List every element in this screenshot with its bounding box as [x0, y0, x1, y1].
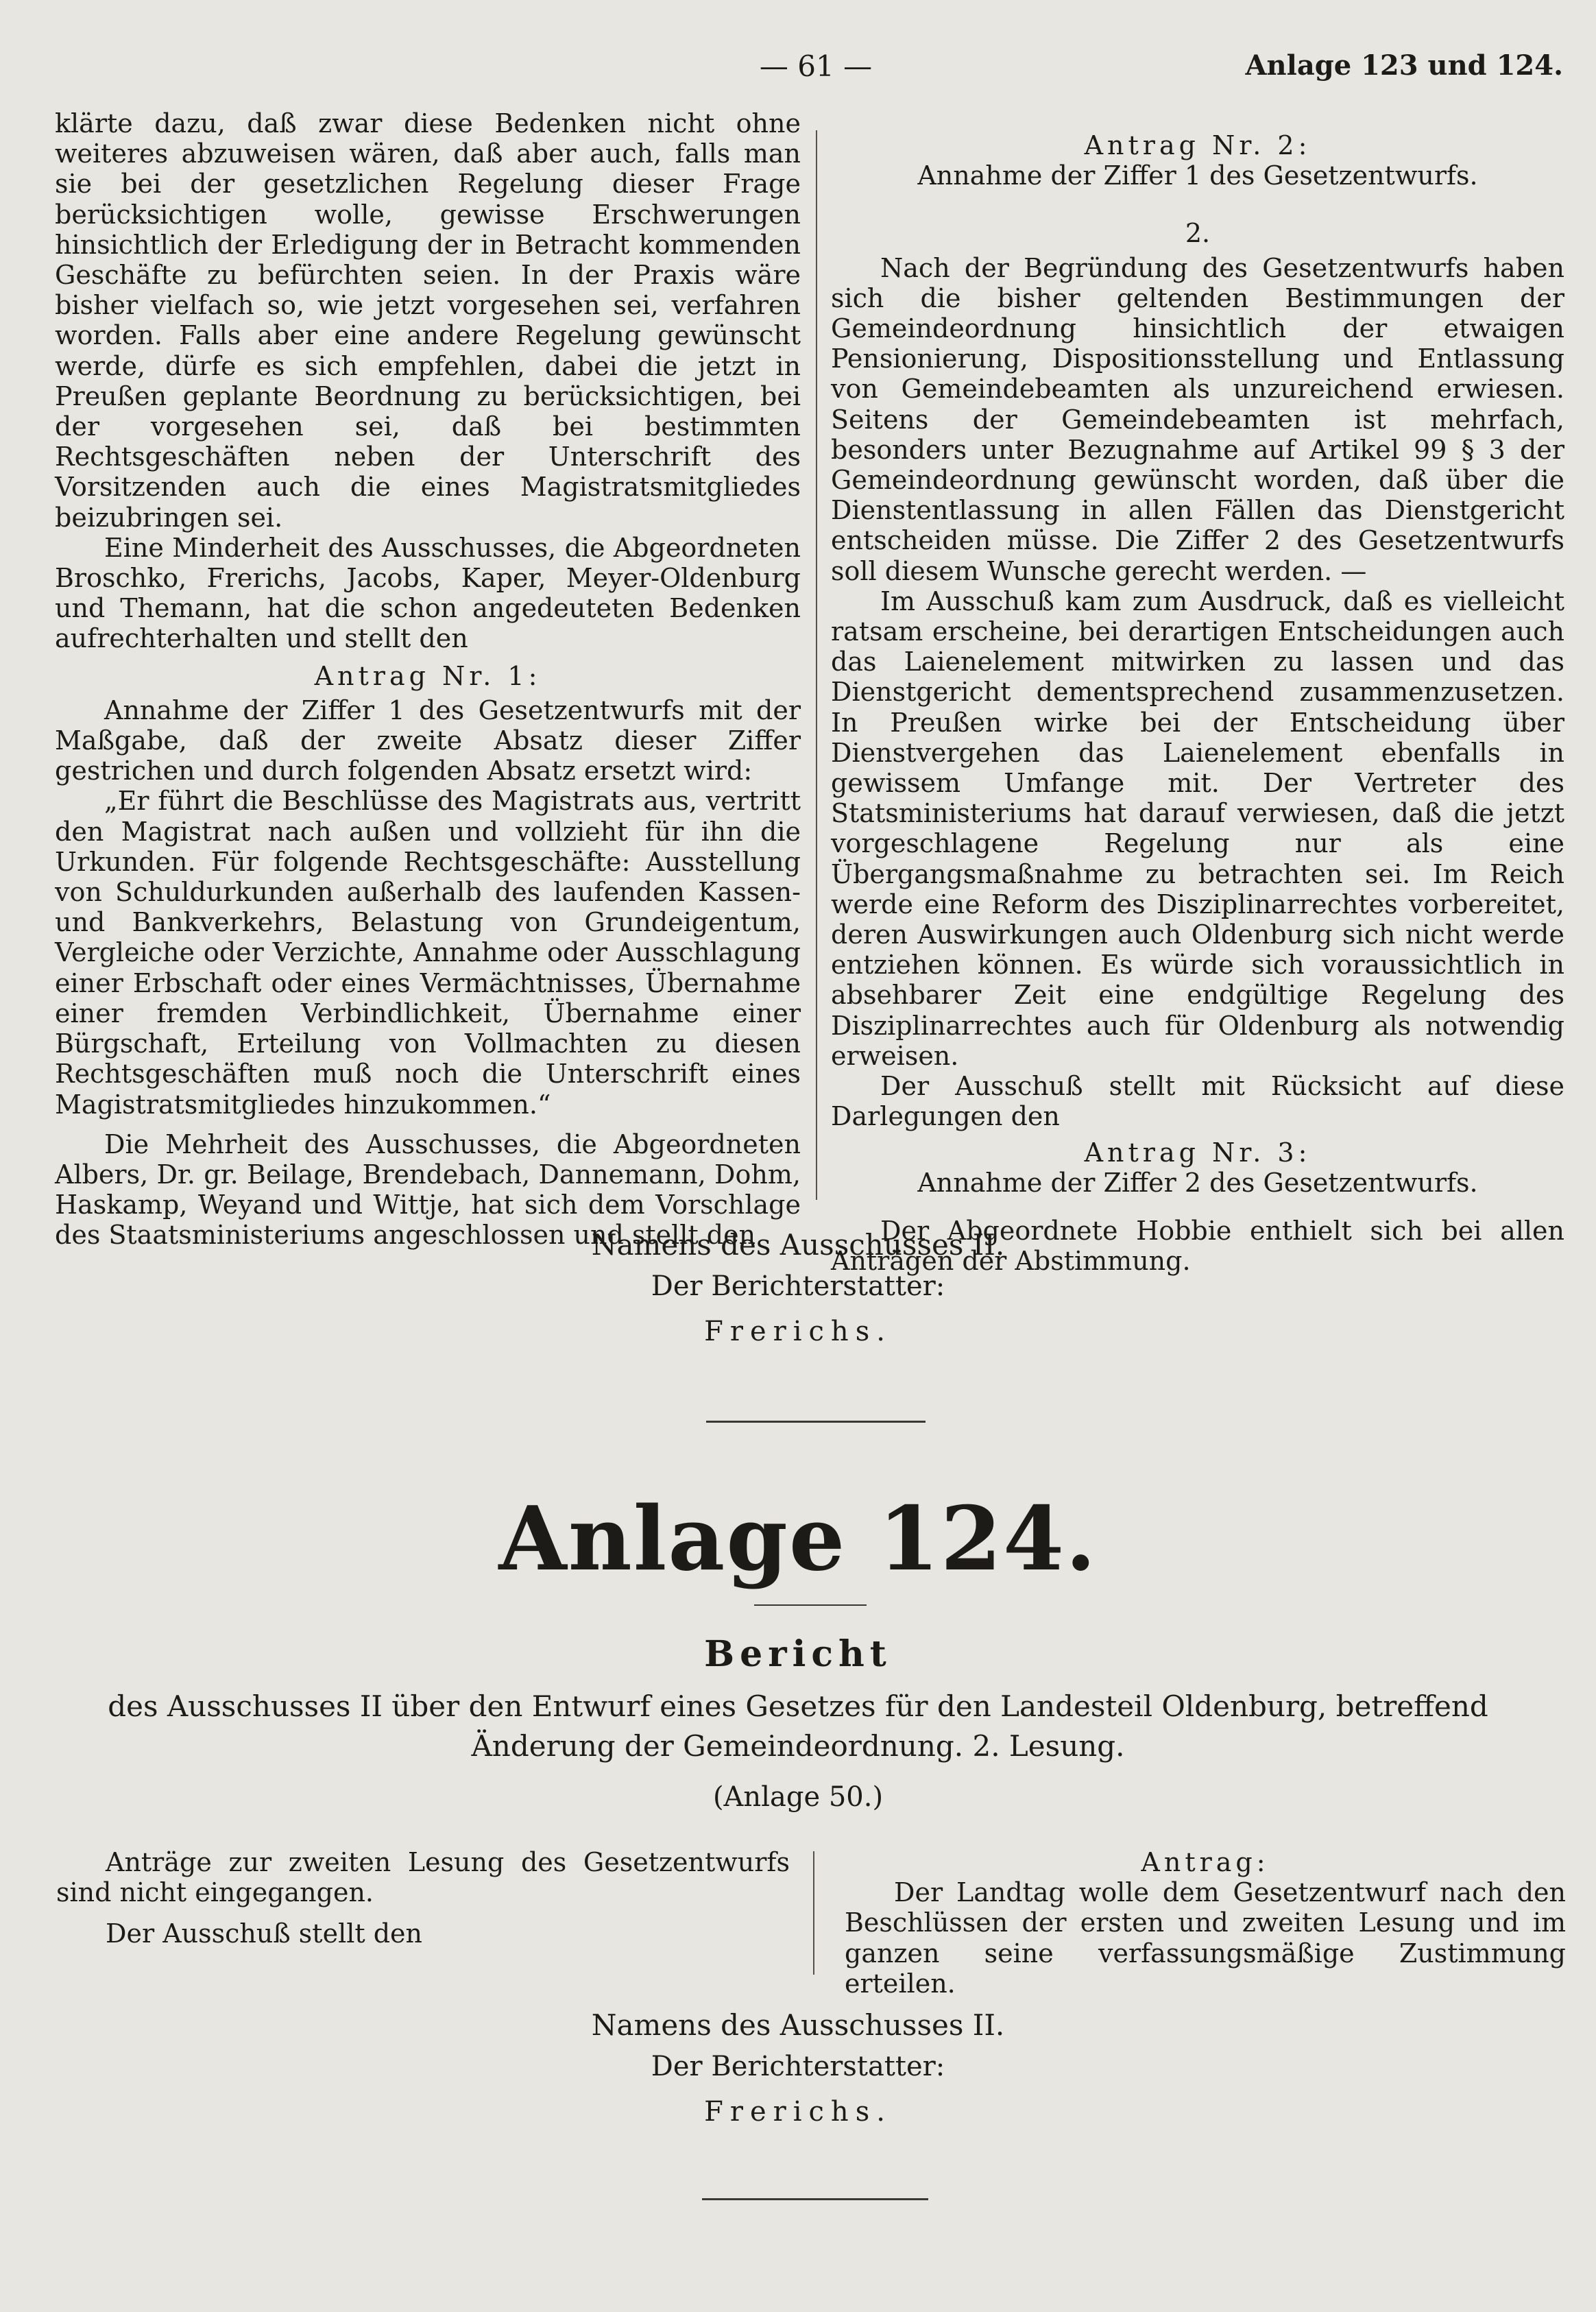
column-divider: [816, 130, 817, 1200]
running-head: Anlage 123 und 124.: [1245, 49, 1563, 82]
paragraph: Nach der Begründung des Gesetzentwurfs haben sich die bisher geltenden Bestimmungen der Gemeindeordnung hinsichtlich der etwaigen Pensionierung, Dispositionsstellung und Entlassung von Gemeindebeamten als unzureichend erwiesen. Seitens der Gemeindebeamten ist mehrfach, besonders unter Bezugnahme auf Artikel 99 § 3 der Gemeindeordnung gewünscht worden, daß über die Dienstentlassung in allen Fällen das Dienstgericht entscheiden müsse. Die Ziffer 2 des Gesetzentwurfs soll diesem Wunsche gerecht werden. —: [831, 252, 1564, 586]
motion-text: Annahme der Ziffer 2 des Gesetzentwurfs.: [917, 1167, 1478, 1198]
signature-name: Frerichs.: [704, 2096, 892, 2128]
quoted-paragraph: „Er führt die Beschlüsse des Magistrats aus, vertritt den Magistrat nach außen und vollzieht für ihn die Urkunden. Für folgende Rechtsgeschäfte: Ausstellung von Schuldurkunden außerhalb des laufenden Kassen- und Bankverkehrs, Belastung von Grundeigentum, Vergleiche oder Verzichte, Annahme oder Ausschlagung einer Erbschaft oder eines Vermächtnisses, Übernahme einer fremden Verbindlichkeit, Übernahme einer Bürgschaft, Erteilung von Vollmachten zu diesen Rechtsgeschäften muß noch die Unterschrift eines Magistratsmitgliedes hinzukommen.“: [55, 786, 801, 1120]
report-reference: (Anlage 50.): [712, 1781, 884, 1813]
motion-heading: Antrag Nr. 1:: [314, 660, 542, 691]
motion-text: Der Landtag wolle dem Gesetzentwurf nach den Beschlüssen der ersten und zweiten Lesung und im ganzen seine verfassungsmäßige Zustimmung erteilen.: [845, 1877, 1566, 1999]
paragraph: Die Mehrheit des Ausschusses, die Abgeordneten Albers, Dr. gr. Beilage, Brendebach, Dannemann, Dohm, Haskamp, Weyand und Wittje, hat sich dem Vorschlage des Staatsministeriums angeschlossen und stellt den: [55, 1129, 801, 1251]
signature-committee: Namens des Ausschusses II.: [591, 2008, 1005, 2042]
paragraph: Der Ausschuß stellt mit Rücksicht auf diese Darlegungen den: [831, 1071, 1564, 1132]
signature-name: Frerichs.: [704, 1316, 892, 1347]
report-subject: des Ausschusses II über den Entwurf eines Gesetzes für den Landesteil Oldenburg, betreffend Änderung der Gemeindeordnung. 2. Lesung.: [108, 1689, 1488, 1763]
paragraph: Im Ausschuß kam zum Ausdruck, daß es vielleicht ratsam erscheine, bei derartigen Entscheidungen auch das Laienelement mitwirken zu lassen und das Dienstgericht dementsprechend zusammenzusetzen. In Preußen wirke bei der Entscheidung über Dienstvergehen das Laienelement ebenfalls in gewissem Umfange mit. Der Vertreter des Statsministeriums hat darauf verwiesen, daß die jetzt vorgeschlagene Regelung nur als eine Übergangsmaßnahme zu betrachten sei. Im Reich werde eine Reform des Disziplinarrechtes vorbereitet, deren Auswirkungen auch Oldenburg sich nicht werde entziehen können. Es würde sich voraussichtlich in absehbarer Zeit eine endgültige Regelung des Disziplinarrechtes auch für Oldenburg als notwendig erweisen.: [831, 586, 1564, 1071]
signature-committee: Namens des Ausschusses II.: [591, 1228, 1005, 1262]
right-column-anlage-124: [845, 1847, 1566, 1999]
paragraph: Der Abgeordnete Hobbie enthielt sich bei allen Anträgen der Abstimmung.: [831, 1215, 1564, 1277]
left-column-anlage-123: [55, 108, 801, 1251]
title-rule: [754, 1604, 867, 1606]
page-title: Anlage 124.: [498, 1488, 1098, 1591]
motion-heading: Antrag:: [1141, 1847, 1270, 1877]
signature-block: [0, 2008, 1596, 2130]
page-number: — 61 —: [759, 49, 873, 83]
paragraph: Eine Minderheit des Ausschusses, die Abgeordneten Broschko, Frerichs, Jacobs, Kaper, Meyer-Oldenburg und Themann, hat die schon angedeuteten Bedenken aufrechterhalten und stellt den: [55, 532, 801, 654]
paragraph: klärte dazu, daß zwar diese Bedenken nicht ohne weiteres abzuweisen wären, daß aber auch, falls man sie bei der gesetzlichen Regelung dieser Frage berücksichtigen wolle, gewisse Erschwerungen hinsichtlich der Erledigung der in Betracht kommenden Geschäfte zu befürchten seien. In der Praxis wäre bisher vielfach so, wie jetzt vorgesehen sei, verfahren worden. Falls aber eine andere Regelung gewünscht werde, dürfe es sich empfehlen, dabei die jetzt in Preußen geplante Beordnung zu berücksichtigen, bei der vorgesehen sei, daß bei bestimmten Rechtsgeschäften neben der Unterschrift des Vorsitzenden auch die eines Magistratsmitgliedes beizubringen sei.: [55, 108, 801, 533]
end-rule: [702, 2198, 928, 2200]
signature-block: [0, 1227, 1596, 1349]
motion-heading: Antrag Nr. 3:: [1084, 1137, 1311, 1168]
left-column-anlage-124: [56, 1847, 790, 1949]
paragraph: Anträge zur zweiten Lesung des Gesetzentwurfs sind nicht eingegangen.: [56, 1847, 790, 1908]
signature-role: Der Berichterstatter:: [651, 2051, 945, 2082]
section-number: 2.: [1185, 218, 1211, 249]
column-divider: [813, 1851, 814, 1975]
right-column-anlage-123: [831, 130, 1564, 1276]
motion-text: Annahme der Ziffer 1 des Gesetzentwurfs.: [917, 160, 1478, 191]
signature-role: Der Berichterstatter:: [651, 1271, 945, 1302]
paragraph: Der Ausschuß stellt den: [106, 1918, 423, 1949]
section-separator: [706, 1421, 926, 1423]
motion-heading: Antrag Nr. 2:: [1084, 130, 1311, 160]
paragraph: Annahme der Ziffer 1 des Gesetzentwurfs mit der Maßgabe, daß der zweite Absatz dieser Ziffer gestrichen und durch folgenden Absatz ersetzt wird:: [55, 695, 801, 786]
report-heading: Bericht: [704, 1633, 892, 1675]
